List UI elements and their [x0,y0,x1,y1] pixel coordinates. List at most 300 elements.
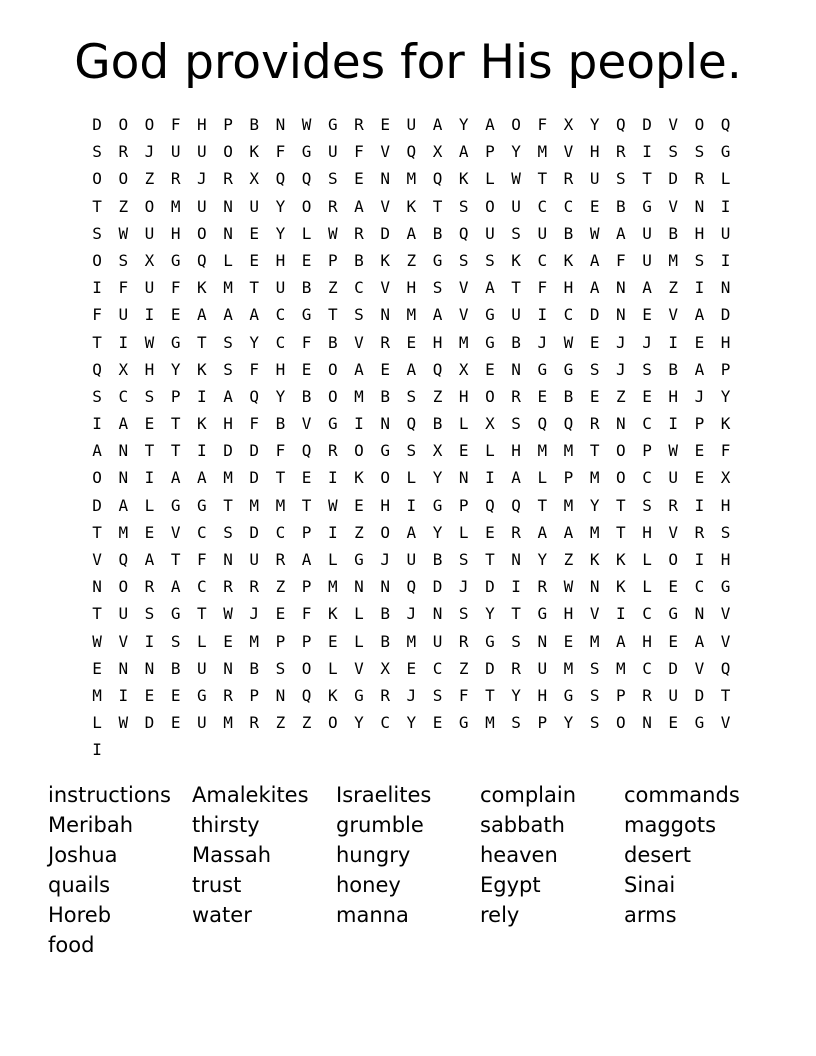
grid-letter[interactable]: A [249,305,260,325]
grid-letter[interactable]: P [301,577,312,597]
grid-letter[interactable]: S [668,142,679,162]
grid-letter[interactable]: T [144,441,155,461]
grid-letter[interactable]: I [616,604,626,624]
grid-letter[interactable]: N [380,305,390,325]
grid-letter[interactable]: W [118,223,129,243]
grid-letter[interactable]: U [511,305,521,325]
grid-letter[interactable]: D [720,305,731,325]
grid-letter[interactable]: I [720,196,731,216]
grid-letter[interactable]: V [380,278,390,298]
grid-letter[interactable]: G [485,305,495,325]
grid-letter[interactable]: H [563,278,574,298]
grid-letter[interactable]: Q [275,169,286,189]
grid-letter[interactable]: P [720,359,731,379]
grid-letter[interactable]: P [458,495,469,515]
grid-letter[interactable]: U [511,196,521,216]
grid-letter[interactable]: O [694,115,705,134]
grid-letter[interactable]: T [485,550,495,569]
grid-letter[interactable]: G [170,495,181,515]
grid-letter[interactable]: T [511,278,521,298]
grid-letter[interactable]: N [616,414,626,434]
grid-letter[interactable]: M [537,441,548,461]
grid-letter[interactable]: M [406,305,417,325]
grid-letter[interactable]: T [432,196,443,216]
grid-letter[interactable]: O [485,386,495,406]
grid-letter[interactable]: W [327,495,338,515]
grid-letter[interactable]: H [720,550,731,569]
grid-letter[interactable]: F [537,115,548,134]
grid-letter[interactable]: Q [563,414,574,434]
grid-letter[interactable]: P [327,250,338,270]
grid-letter[interactable]: L [642,577,652,597]
grid-letter[interactable]: V [720,604,731,624]
grid-letter[interactable]: V [354,658,364,678]
grid-letter[interactable]: F [616,250,626,270]
grid-letter[interactable]: F [275,142,286,162]
grid-letter[interactable]: I [144,305,155,325]
grid-letter[interactable]: L [144,495,155,515]
grid-letter[interactable]: K [616,577,626,597]
grid-letter[interactable]: C [197,522,207,542]
grid-letter[interactable]: P [275,631,286,651]
grid-letter[interactable]: H [642,631,652,651]
grid-letter[interactable]: T [327,305,338,325]
grid-letter[interactable]: D [668,658,679,678]
grid-letter[interactable]: K [197,278,207,298]
grid-letter[interactable]: Y [249,332,260,352]
grid-letter[interactable]: U [406,550,417,569]
grid-letter[interactable]: E [301,468,312,488]
grid-letter[interactable]: N [92,577,102,597]
grid-letter[interactable]: K [589,550,600,569]
grid-letter[interactable]: T [197,604,207,624]
grid-letter[interactable]: N [223,196,233,216]
grid-letter[interactable]: F [720,441,731,461]
grid-letter[interactable]: Y [170,359,181,379]
grid-letter[interactable]: A [616,631,626,651]
grid-letter[interactable]: E [249,223,260,243]
grid-letter[interactable]: M [249,495,260,515]
grid-letter[interactable]: T [92,604,102,624]
grid-letter[interactable]: F [354,142,364,162]
grid-letter[interactable]: A [92,441,102,461]
grid-letter[interactable]: H [642,522,652,542]
grid-letter[interactable]: Z [275,577,286,597]
grid-letter[interactable]: N [118,468,129,488]
grid-letter[interactable]: A [616,223,626,243]
grid-letter[interactable]: A [406,522,417,542]
grid-letter[interactable]: G [668,604,679,624]
grid-letter[interactable]: A [537,522,548,542]
grid-letter[interactable]: S [485,250,495,270]
grid-letter[interactable]: B [301,386,312,406]
grid-letter[interactable]: R [275,550,286,569]
grid-letter[interactable]: N [118,658,129,678]
grid-letter[interactable]: K [511,250,521,270]
grid-letter[interactable]: P [170,386,181,406]
grid-letter[interactable]: W [92,631,102,651]
grid-letter[interactable]: D [249,468,260,488]
grid-letter[interactable]: E [694,332,705,352]
grid-letter[interactable]: R [327,196,338,216]
grid-letter[interactable]: E [380,359,390,379]
grid-letter[interactable]: V [380,142,390,162]
grid-letter[interactable]: G [720,142,731,162]
grid-letter[interactable]: A [301,550,312,569]
grid-letter[interactable]: X [249,169,260,189]
grid-letter[interactable]: Q [616,115,626,134]
grid-letter[interactable]: R [458,631,469,651]
grid-letter[interactable]: F [170,278,181,298]
grid-letter[interactable]: Y [275,196,286,216]
grid-letter[interactable]: B [301,278,312,298]
grid-letter[interactable]: Z [118,196,129,216]
grid-letter[interactable]: H [720,332,731,352]
grid-letter[interactable]: U [537,223,548,243]
grid-letter[interactable]: S [458,550,469,569]
grid-letter[interactable]: D [92,115,102,134]
grid-letter[interactable]: U [537,658,548,678]
grid-letter[interactable]: R [694,169,705,189]
grid-letter[interactable]: G [170,604,181,624]
grid-letter[interactable]: U [275,278,286,298]
grid-letter[interactable]: P [301,522,312,542]
grid-letter[interactable]: B [249,658,260,678]
grid-letter[interactable]: E [301,250,312,270]
grid-letter[interactable]: G [537,604,548,624]
grid-letter[interactable]: S [354,305,364,325]
grid-letter[interactable]: I [327,468,338,488]
grid-letter[interactable]: U [118,305,129,325]
grid-letter[interactable]: S [92,386,102,406]
grid-letter[interactable]: I [694,550,705,569]
grid-letter[interactable]: X [720,468,731,488]
grid-letter[interactable]: E [406,332,417,352]
grid-letter[interactable]: Q [197,250,207,270]
grid-letter[interactable]: H [197,115,207,134]
grid-letter[interactable]: T [275,468,286,488]
grid-letter[interactable]: Z [327,278,338,298]
grid-letter[interactable]: T [301,495,312,515]
grid-letter[interactable]: M [327,577,338,597]
grid-letter[interactable]: W [301,115,312,134]
grid-letter[interactable]: E [327,631,338,651]
grid-letter[interactable]: Y [720,386,731,406]
grid-letter[interactable]: F [301,604,312,624]
grid-letter[interactable]: X [144,250,155,270]
grid-letter[interactable]: E [668,713,679,733]
grid-letter[interactable]: X [432,441,443,461]
grid-letter[interactable]: C [118,386,129,406]
grid-letter[interactable]: W [223,604,233,624]
grid-letter[interactable]: L [406,468,417,488]
grid-letter[interactable]: T [616,495,626,515]
grid-letter[interactable]: J [249,604,260,624]
grid-letter[interactable]: M [92,685,102,705]
grid-letter[interactable]: W [327,223,338,243]
grid-letter[interactable]: M [275,495,286,515]
grid-letter[interactable]: Q [485,495,495,515]
grid-letter[interactable]: T [537,495,548,515]
grid-letter[interactable]: O [616,713,626,733]
grid-letter[interactable]: C [432,658,443,678]
grid-letter[interactable]: Y [589,115,600,134]
grid-letter[interactable]: S [642,359,652,379]
grid-letter[interactable]: Y [275,386,286,406]
grid-letter[interactable]: B [616,196,626,216]
grid-letter[interactable]: Y [406,713,417,733]
grid-letter[interactable]: B [354,250,364,270]
grid-letter[interactable]: U [642,223,652,243]
grid-letter[interactable]: L [458,522,469,542]
grid-letter[interactable]: U [668,468,679,488]
grid-letter[interactable]: A [170,468,181,488]
grid-letter[interactable]: M [458,332,469,352]
grid-letter[interactable]: K [354,468,364,488]
grid-letter[interactable]: I [92,278,102,298]
grid-letter[interactable]: S [511,223,521,243]
grid-letter[interactable]: W [668,441,679,461]
grid-letter[interactable]: E [485,359,495,379]
grid-letter[interactable]: K [327,685,338,705]
grid-letter[interactable]: D [589,305,600,325]
grid-letter[interactable]: S [589,359,600,379]
grid-letter[interactable]: E [406,658,417,678]
grid-letter[interactable]: Y [354,713,364,733]
grid-letter[interactable]: W [511,169,521,189]
grid-letter[interactable]: L [327,658,338,678]
grid-letter[interactable]: Z [432,386,443,406]
grid-letter[interactable]: U [589,169,600,189]
grid-letter[interactable]: K [327,604,338,624]
grid-letter[interactable]: Q [92,359,102,379]
grid-letter[interactable]: I [694,278,705,298]
grid-letter[interactable]: W [563,332,574,352]
grid-letter[interactable]: A [354,359,364,379]
grid-letter[interactable]: C [537,250,548,270]
grid-letter[interactable]: Z [458,658,469,678]
grid-letter[interactable]: E [144,685,155,705]
grid-letter[interactable]: G [432,250,443,270]
grid-letter[interactable]: F [170,115,181,134]
grid-letter[interactable]: O [301,196,312,216]
grid-letter[interactable]: H [563,604,574,624]
grid-letter[interactable]: J [616,332,626,352]
grid-letter[interactable]: M [589,468,600,488]
grid-letter[interactable]: C [563,305,574,325]
grid-letter[interactable]: O [380,522,390,542]
grid-letter[interactable]: S [720,522,731,542]
grid-letter[interactable]: H [223,414,233,434]
grid-letter[interactable]: S [694,250,705,270]
grid-letter[interactable]: M [589,522,600,542]
grid-letter[interactable]: B [563,223,574,243]
grid-letter[interactable]: P [616,685,626,705]
grid-letter[interactable]: L [485,169,495,189]
grid-letter[interactable]: A [432,305,443,325]
grid-letter[interactable]: E [589,196,600,216]
grid-letter[interactable]: R [354,115,364,134]
grid-letter[interactable]: M [537,142,548,162]
grid-letter[interactable]: Y [511,142,521,162]
grid-letter[interactable]: R [249,713,260,733]
grid-letter[interactable]: Z [406,250,417,270]
grid-letter[interactable]: A [432,115,443,134]
grid-letter[interactable]: A [406,223,417,243]
grid-letter[interactable]: M [563,441,574,461]
grid-letter[interactable]: A [694,359,705,379]
grid-letter[interactable]: I [694,495,705,515]
grid-letter[interactable]: A [589,278,600,298]
grid-letter[interactable]: T [511,604,521,624]
grid-letter[interactable]: S [144,386,155,406]
grid-letter[interactable]: I [511,577,521,597]
grid-letter[interactable]: J [144,142,155,162]
grid-letter[interactable]: R [537,577,548,597]
grid-letter[interactable]: L [537,468,548,488]
grid-letter[interactable]: Z [616,386,626,406]
grid-letter[interactable]: I [537,305,548,325]
grid-letter[interactable]: C [380,713,390,733]
grid-letter[interactable]: N [354,577,364,597]
grid-letter[interactable]: X [485,414,495,434]
grid-letter[interactable]: R [642,685,652,705]
grid-letter[interactable]: H [275,359,286,379]
grid-letter[interactable]: G [354,685,364,705]
grid-letter[interactable]: E [275,604,286,624]
grid-letter[interactable]: D [223,441,233,461]
grid-letter[interactable]: F [301,332,312,352]
grid-letter[interactable]: B [668,223,679,243]
grid-letter[interactable]: R [249,577,260,597]
grid-letter[interactable]: G [197,495,207,515]
grid-letter[interactable]: B [249,115,260,134]
grid-letter[interactable]: E [170,685,181,705]
grid-letter[interactable]: T [170,414,181,434]
grid-letter[interactable]: U [720,223,731,243]
grid-letter[interactable]: G [301,142,312,162]
grid-letter[interactable]: X [458,359,469,379]
grid-letter[interactable]: H [668,386,679,406]
grid-letter[interactable]: Q [301,441,312,461]
grid-letter[interactable]: D [249,522,260,542]
grid-letter[interactable]: E [144,522,155,542]
grid-letter[interactable]: O [327,386,338,406]
grid-letter[interactable]: O [380,468,390,488]
grid-letter[interactable]: I [354,414,364,434]
grid-letter[interactable]: Q [432,359,443,379]
grid-letter[interactable]: I [668,332,679,352]
grid-letter[interactable]: Q [458,223,469,243]
grid-letter[interactable]: N [223,223,233,243]
grid-letter[interactable]: R [380,332,390,352]
grid-letter[interactable]: G [485,332,495,352]
grid-letter[interactable]: I [144,468,155,488]
grid-letter[interactable]: B [668,359,679,379]
grid-letter[interactable]: V [458,278,469,298]
grid-letter[interactable]: L [485,441,495,461]
grid-letter[interactable]: A [223,305,233,325]
grid-letter[interactable]: G [301,305,312,325]
grid-letter[interactable]: B [511,332,521,352]
grid-letter[interactable]: M [223,468,233,488]
grid-letter[interactable]: J [406,604,417,624]
grid-letter[interactable]: F [249,414,260,434]
grid-letter[interactable]: W [144,332,155,352]
grid-letter[interactable]: H [720,495,731,515]
grid-letter[interactable]: E [92,658,102,678]
grid-letter[interactable]: S [511,713,521,733]
grid-letter[interactable]: J [537,332,548,352]
grid-letter[interactable]: O [92,250,102,270]
grid-letter[interactable]: V [668,115,679,134]
grid-letter[interactable]: Y [432,468,443,488]
grid-letter[interactable]: V [170,522,181,542]
grid-letter[interactable]: I [118,685,129,705]
grid-letter[interactable]: S [642,495,652,515]
grid-letter[interactable]: W [589,223,600,243]
grid-letter[interactable]: P [563,468,574,488]
grid-letter[interactable]: S [589,685,600,705]
grid-letter[interactable]: T [223,495,233,515]
grid-letter[interactable]: Q [118,550,129,569]
grid-letter[interactable]: C [642,658,652,678]
grid-letter[interactable]: U [118,604,129,624]
grid-letter[interactable]: C [694,577,705,597]
grid-letter[interactable]: U [170,142,181,162]
grid-letter[interactable]: B [170,658,181,678]
grid-letter[interactable]: O [668,550,679,569]
grid-letter[interactable]: E [589,332,600,352]
grid-letter[interactable]: E [144,414,155,434]
grid-letter[interactable]: N [458,468,469,488]
grid-letter[interactable]: F [458,685,469,705]
grid-letter[interactable]: M [170,196,181,216]
grid-letter[interactable]: T [197,332,207,352]
grid-letter[interactable]: O [197,223,207,243]
grid-letter[interactable]: A [223,386,233,406]
grid-letter[interactable]: Q [406,577,417,597]
grid-letter[interactable]: Q [432,169,443,189]
grid-letter[interactable]: N [380,577,390,597]
grid-letter[interactable]: E [380,115,390,134]
grid-letter[interactable]: D [144,713,155,733]
grid-letter[interactable]: H [458,386,469,406]
grid-letter[interactable]: E [642,305,652,325]
grid-letter[interactable]: J [616,359,626,379]
grid-letter[interactable]: U [197,196,207,216]
grid-letter[interactable]: B [327,332,338,352]
grid-letter[interactable]: J [380,550,390,569]
grid-letter[interactable]: Z [668,278,679,298]
grid-letter[interactable]: T [249,278,260,298]
grid-letter[interactable]: I [197,441,207,461]
grid-letter[interactable]: I [327,522,338,542]
grid-letter[interactable]: I [720,250,731,270]
grid-letter[interactable]: R [616,142,626,162]
grid-letter[interactable]: G [537,359,548,379]
grid-letter[interactable]: N [616,305,626,325]
grid-letter[interactable]: V [458,305,469,325]
grid-letter[interactable]: R [223,577,233,597]
grid-letter[interactable]: H [170,223,181,243]
grid-letter[interactable]: U [197,142,207,162]
grid-letter[interactable]: E [170,305,181,325]
grid-letter[interactable]: N [694,196,705,216]
grid-letter[interactable]: B [275,414,286,434]
grid-letter[interactable]: J [694,386,705,406]
grid-letter[interactable]: C [275,522,286,542]
